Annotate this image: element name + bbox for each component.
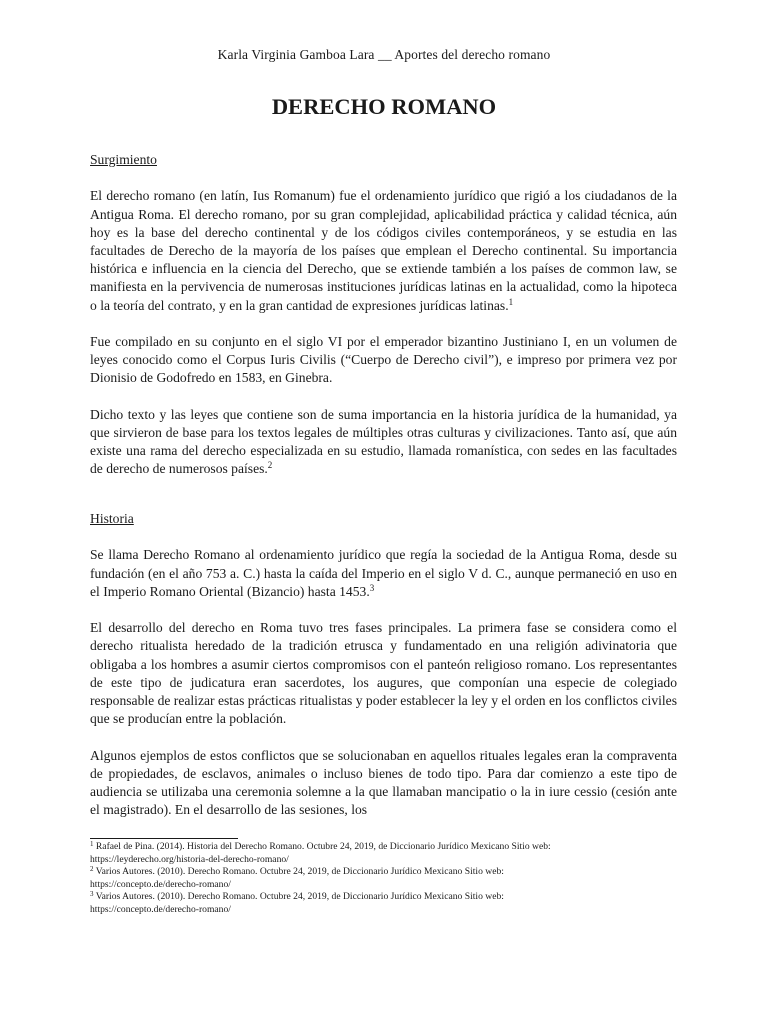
body-paragraph: El desarrollo del derecho en Roma tuvo tres fases principales. La primera fase se considera como el derecho ritualista heredado de la tradición etrusca y fundamentado en una religión adivinatoria que obligaba a los hombres a asumir ciertos compromisos con el panteón religioso romano. Los representantes de este tipo de judicatura eran sacerdotes, los augures, que componían una especie de colegiado responsable de realizar estas prácticas ritualistas y poder establecer la ley y el orden en los conflictos civiles que se producían entre la población. (90, 620, 677, 727)
body-paragraph: Se llama Derecho Romano al ordenamiento jurídico que regía la sociedad de la Antigua Roma, desde su fundación (en el año 753 a. C.) hasta la caída del Imperio en el siglo V d. C., aunque permaneció en uso en el Imperio Romano Oriental (Bizancio) hasta 1453.$^3$ (90, 547, 677, 599)
body-paragraph: Dicho texto y las leyes que contiene son de suma importancia en la historia jurídica de la humanidad, ya que sirvieron de base para los textos legales de múltiples otras culturas y civilizaciones. Tanto así, que aún existe una rama del derecho especializada en su estudio, llamada romanística, con sedes en las facultades de derecho de numerosos países.$^2$ (90, 406, 677, 477)
body-paragraph: Algunos ejemplos de estos conflictos que se solucionaban en aquellos rituales legales eran la compraventa de propiedades, de esclavos, animales o incluso bienes de todo tipo. Para dar comienzo a este tipo de audiencia se utilizaba una ceremonia solemne a la que llamaban mancipatio o la in iure cessio (cesión ante el magistrado). En el desarrollo de las sesiones, los (90, 747, 677, 818)
footnotes (90, 841, 690, 917)
running-header: Karla Virginia Gamboa Lara __ Aportes del derecho romano (217, 47, 551, 62)
section-surgimiento (90, 151, 677, 497)
footnote: $^1$ Rafael de Pina. (2014). Historia del Derecho Romano. Octubre 24, 2019, de Diccionario Jurídico Mexicano Sitio web: (90, 840, 551, 852)
footnote-separator (90, 838, 238, 839)
footnote: $^2$ Varios Autores. (2010). Derecho Romano. Octubre 24, 2019, de Diccionario Jurídico Mexicano Sitio web: (90, 865, 504, 878)
footnote-link[interactable]: https://concepto.de/derecho-romano/ (90, 903, 231, 915)
footnote: $^3$ Varios Autores. (2010). Derecho Romano. Octubre 24, 2019, de Diccionario Jurídico Mexicano Sitio web: (90, 890, 504, 903)
document-title: DERECHO ROMANO (271, 94, 497, 119)
body-paragraph: El derecho romano (en latín, Ius Romanum) fue el ordenamiento jurídico que rigió a los ciudadanos de la Antigua Roma. El derecho romano, por su gran complejidad, aplicabilidad práctica y calidad técnica, aún hoy es la base del derecho continental y de los códigos civiles contemporáneos, y se estudia en las facultades de Derecho de la mayoría de los países que emplean el Derecho continental. Su importancia histórica e influencia en la ciencia del Derecho, que se extiende también a los países de common law, se manifiesta en la pervivencia de numerosas instituciones jurídicas latinas en la actualidad, como la hipoteca o la teoría del contrato, y en la gran cantidad de expresiones jurídicas latinas.$^1$ (90, 188, 677, 313)
body-paragraph: Fue compilado en su conjunto en el siglo VI por el emperador bizantino Justiniano I, en un volumen de leyes conocido como el Corpus Iuris Civilis (“Cuerpo de Derecho civil”), e impreso por primera vez por Dionisio de Godofredo en 1583, en Ginebra. (90, 334, 677, 386)
footnote-link[interactable]: https://leyderecho.org/historia-del-derecho-romano/ (90, 853, 289, 865)
footnote-ref: 1 (508, 296, 514, 307)
footnote-ref: 3 (369, 582, 375, 593)
section-historia (90, 510, 677, 838)
section-heading: Historia (90, 511, 134, 526)
footnote-link[interactable]: https://concepto.de/derecho-romano/ (90, 878, 231, 890)
footnote-ref: 2 (267, 460, 273, 471)
section-heading: Surgimiento (90, 152, 157, 167)
